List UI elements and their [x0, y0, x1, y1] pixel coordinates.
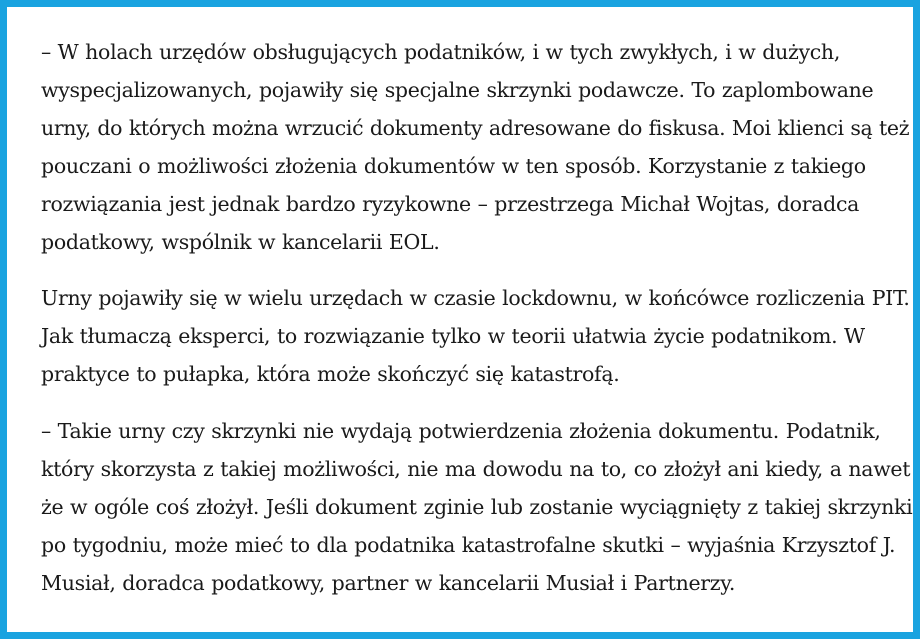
paragraph-3: [41, 413, 913, 603]
paragraph-line: po tygodniu, może mieć to dla podatnika katastrofalne skutki – wyjaśnia Krzysztof J.: [41, 532, 896, 557]
paragraph-line: który skorzysta z takiej możliwości, nie ma dowodu na to, co złożył ani kiedy, a nawet: [41, 457, 911, 482]
paragraph-line: wyspecjalizowanych, pojawiły się specjalne skrzynki podawcze. To zaplombowane: [41, 77, 874, 102]
paragraph-line: Urny pojawiły się w wielu urzędach w czasie lockdownu, w końcówce rozliczenia PIT.: [41, 286, 910, 311]
paragraph-line: że w ogóle coś złożył. Jeśli dokument zginie lub zostanie wyciągnięty z takiej skrzynki: [41, 494, 913, 519]
paragraph-line: praktyce to pułapka, która może skończyć się katastrofą.: [41, 362, 620, 387]
article-body: [41, 34, 913, 603]
paragraph-line: podatkowy, wspólnik w kancelarii EOL.: [41, 229, 440, 254]
paragraph-line: – W holach urzędów obsługujących podatników, i w tych zwykłych, i w dużych,: [41, 40, 841, 64]
paragraph-line: Musiał, doradca podatkowy, partner w kancelarii Musiał i Partnerzy.: [41, 570, 736, 595]
paragraph-line: – Takie urny czy skrzynki nie wydają potwierdzenia złożenia dokumentu. Podatnik,: [41, 419, 881, 444]
paragraph-line: Jak tłumaczą eksperci, to rozwiązanie tylko w teorii ułatwia życie podatnikom. W: [41, 324, 865, 349]
paragraph-1: [41, 34, 913, 261]
paragraph-line: pouczani o możliwości złożenia dokumentów w ten sposób. Korzystanie z takiego: [41, 153, 866, 178]
paragraph-2: [41, 280, 913, 394]
paragraph-line: rozwiązania jest jednak bardzo ryzykowne – przestrzega Michał Wojtas, doradca: [41, 191, 860, 216]
paragraph-line: urny, do których można wrzucić dokumenty adresowane do fiskusa. Moi klienci są też: [41, 115, 910, 140]
